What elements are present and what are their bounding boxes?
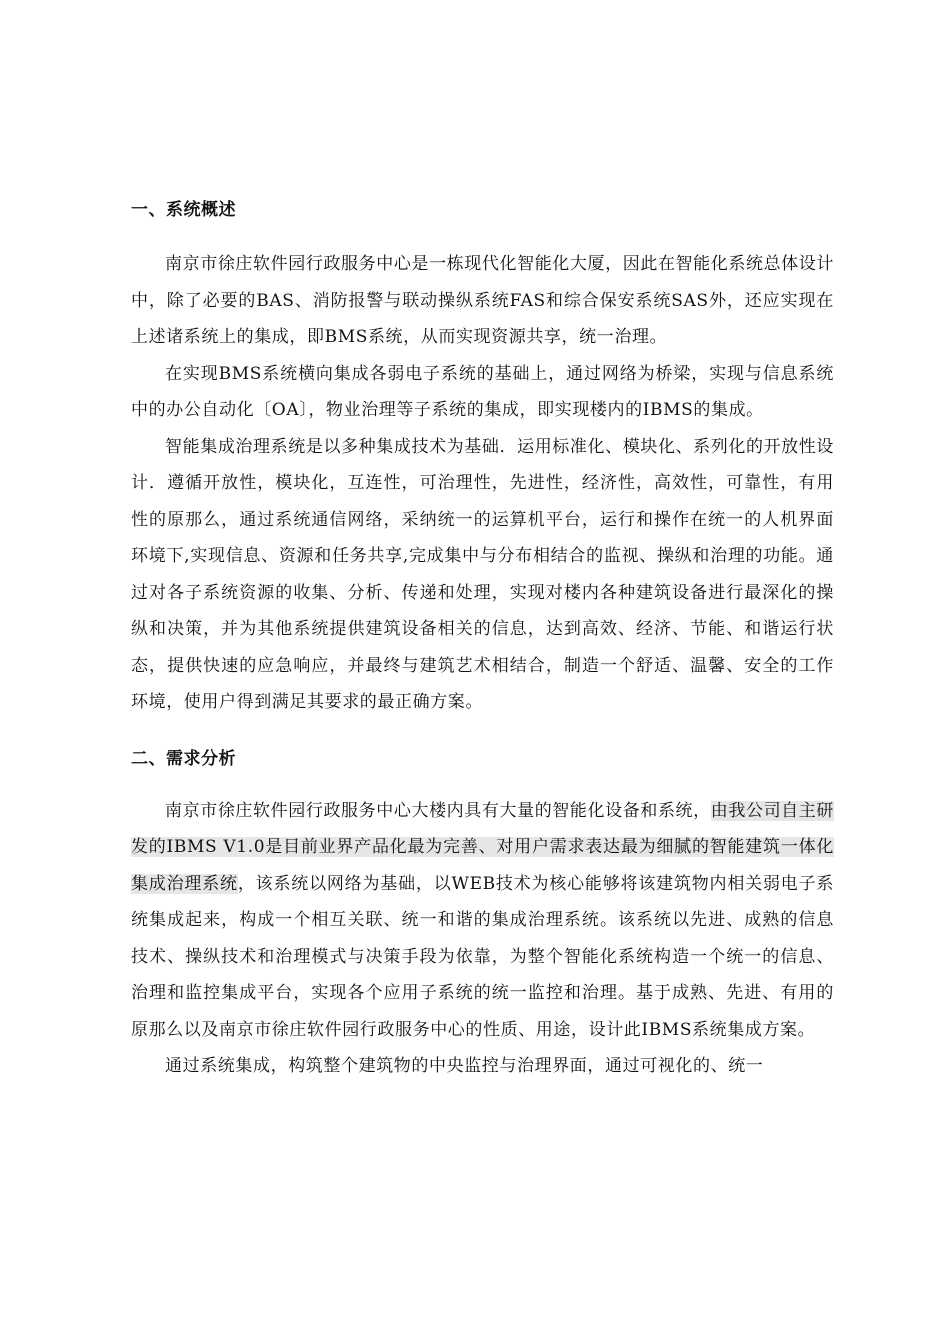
section-system-overview [131, 198, 834, 721]
paragraph: 通过系统集成，构筑整个建筑物的中央监控与治理界面，通过可视化的、统一 [165, 1056, 764, 1076]
document-body [131, 198, 834, 1085]
section-heading: 二、需求分析 [131, 748, 236, 769]
paragraph-text: 南京市徐庄软件园行政服务中心大楼内具有大量的智能化设备和系统， [165, 800, 711, 821]
paragraph: 在实现BMS系统横向集成各弱电子系统的基础上，通过网络为桥梁，实现与信息系统中的办公自动化〔OA〕，物业治理等子系统的集成，即实现楼内的IBMS的集成。 [131, 363, 834, 420]
section-heading: 一、系统概述 [131, 200, 236, 220]
paragraph: 南京市徐庄软件园行政服务中心是一栋现代化智能化大厦，因此在智能化系统总体设计中，除了必要的BAS、消防报警与联动操纵系统FAS和综合保安系统SAS外，还应实现在上述诸系统上的集成，即BMS系统，从而实现资源共享，统一治理。 [131, 254, 834, 347]
section-requirements-analysis [131, 747, 834, 1085]
paragraph: 智能集成治理系统是以多种集成技术为基础．运用标准化、模块化、系列化的开放性设计．遵循开放性，模块化，互连性，可治理性，先进性，经济性，高效性，可靠性，有用性的原那么，通过系统通信网络，采纳统一的运算机平台，运行和操作在统一的人机界面环境下,实现信息、资源和任务共享,完成集中与分布相结合的监视、操纵和治理的功能。通过对各子系统资源的收集、分析、传递和处理，实现对楼内各种建筑设备进行最深化的操纵和决策，并为其他系统提供建筑设备相关的信息，达到高效、经济、节能、和谐运行状态，提供快速的应急响应，并最终与建筑艺术相结合，制造一个舒适、温馨、安全的工作环境，使用户得到满足其要求的最正确方案。 [131, 436, 834, 712]
highlighted-text: 由我公司自主研发的IBMS V1.0是目前业界产品化最为完善、对用户需求表达最为细腻的智能建筑一体化集成治理系统 [131, 800, 834, 894]
paragraph [131, 793, 834, 1049]
paragraph-text: ，该系统以网络为基础，以WEB技术为核心能够将该建筑物内相关弱电子系统集成起来，构成一个相互关联、统一和谐的集成治理系统。该系统以先进、成熟的信息技术、操纵技术和治理模式与决策手段为依靠，为整个智能化系统构造一个统一的信息、治理和监控集成平台，实现各个应用子系统的统一监控和治理。基于成熟、先进、有用的原那么以及南京市徐庄软件园行政服务中心的性质、用途，设计此IBMS系统集成方案。 [131, 873, 834, 1040]
